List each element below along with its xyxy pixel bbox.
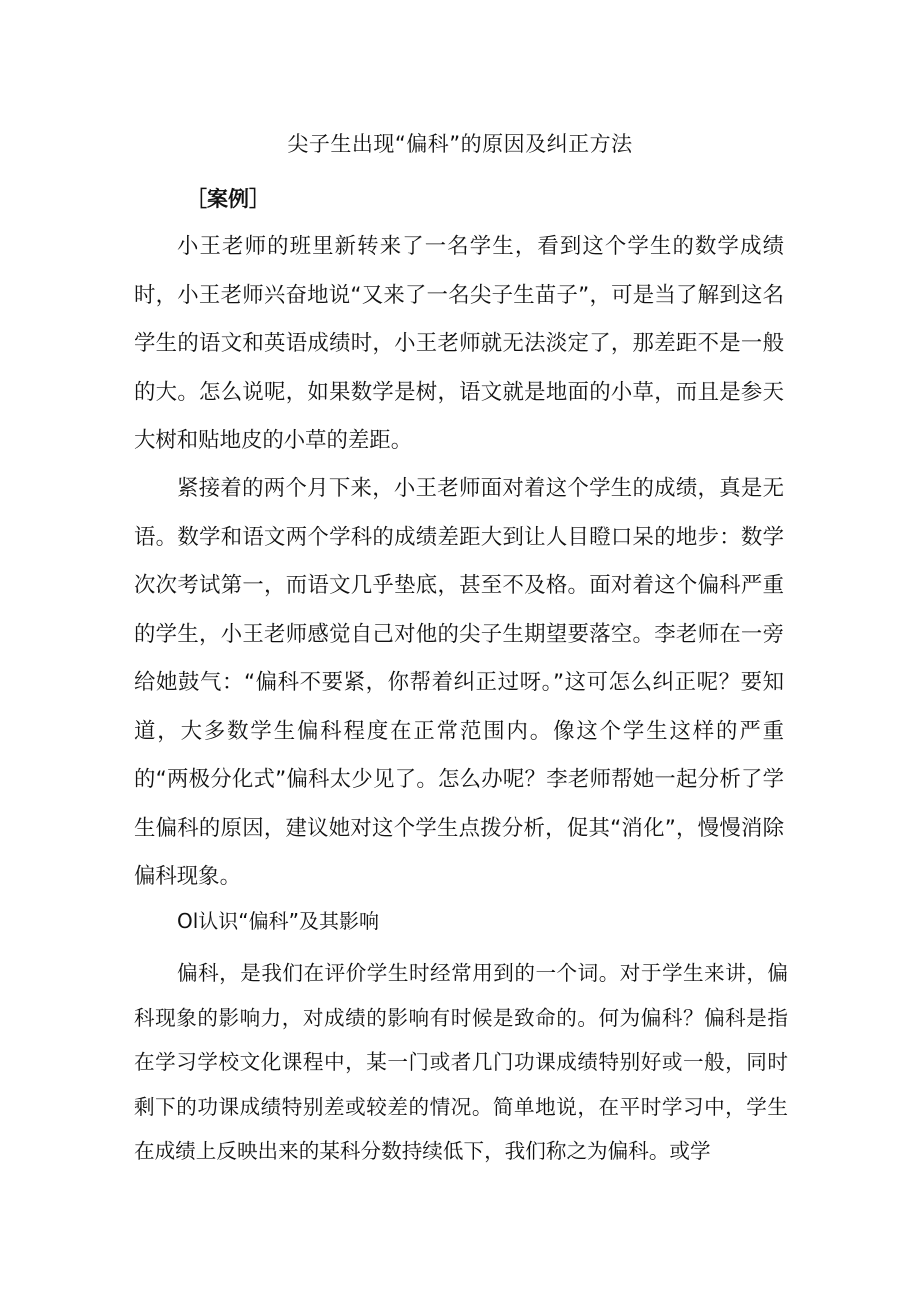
case-paragraph-2: 紧接着的两个月下来，小王老师面对着这个学生的成绩，真是无语。数学和语文两个学科的成绩差距大到让人目瞪口呆的地步：数学次次考试第一，而语文几乎垫底，甚至不及格。面对着这个偏科严重的学生，小王老师感觉自己对他的尖子生期望要落空。李老师在一旁给她鼓气：“偏科不要紧，你帮着纠正过呀。”这可怎么纠正呢？要知道，大多数学生偏科程度在正常范围内。像这个学生这样的严重的“两极分化式”偏科太少见了。怎么办呢？李老师帮她一起分析了学生偏科的原因，建议她对这个学生点拨分析，促其“消化”，慢慢消除偏科现象。 [134,476,784,889]
section-heading: Ol认识“偏科”及其影响 [177,909,380,933]
section-paragraph: 偏科，是我们在评价学生时经常用到的一个词。对于学生来讲，偏科现象的影响力，对成绩的影响有时候是致命的。何为偏科？偏科是指在学习学校文化课程中，某一门或者几门功课成绩特别好或一般，同时剩下的功课成绩特别差或较差的情况。简单地说，在平时学习中，学生在成绩上反映出来的某科分数持续低下，我们称之为偏科。或学 [134,961,788,1163]
case-label: ［案例］ [186,187,270,211]
case-paragraph-1: 小王老师的班里新转来了一名学生，看到这个学生的数学成绩时，小王老师兴奋地说“又来了一名尖子生苗子”，可是当了解到这名学生的语文和英语成绩时，小王老师就无法淡定了，那差距不是一般的大。怎么说呢，如果数学是树，语文就是地面的小草，而且是参天大树和贴地皮的小草的差距。 [134,234,784,453]
document-title: 尖子生出现“偏科”的原因及纠正方法 [287,132,633,156]
